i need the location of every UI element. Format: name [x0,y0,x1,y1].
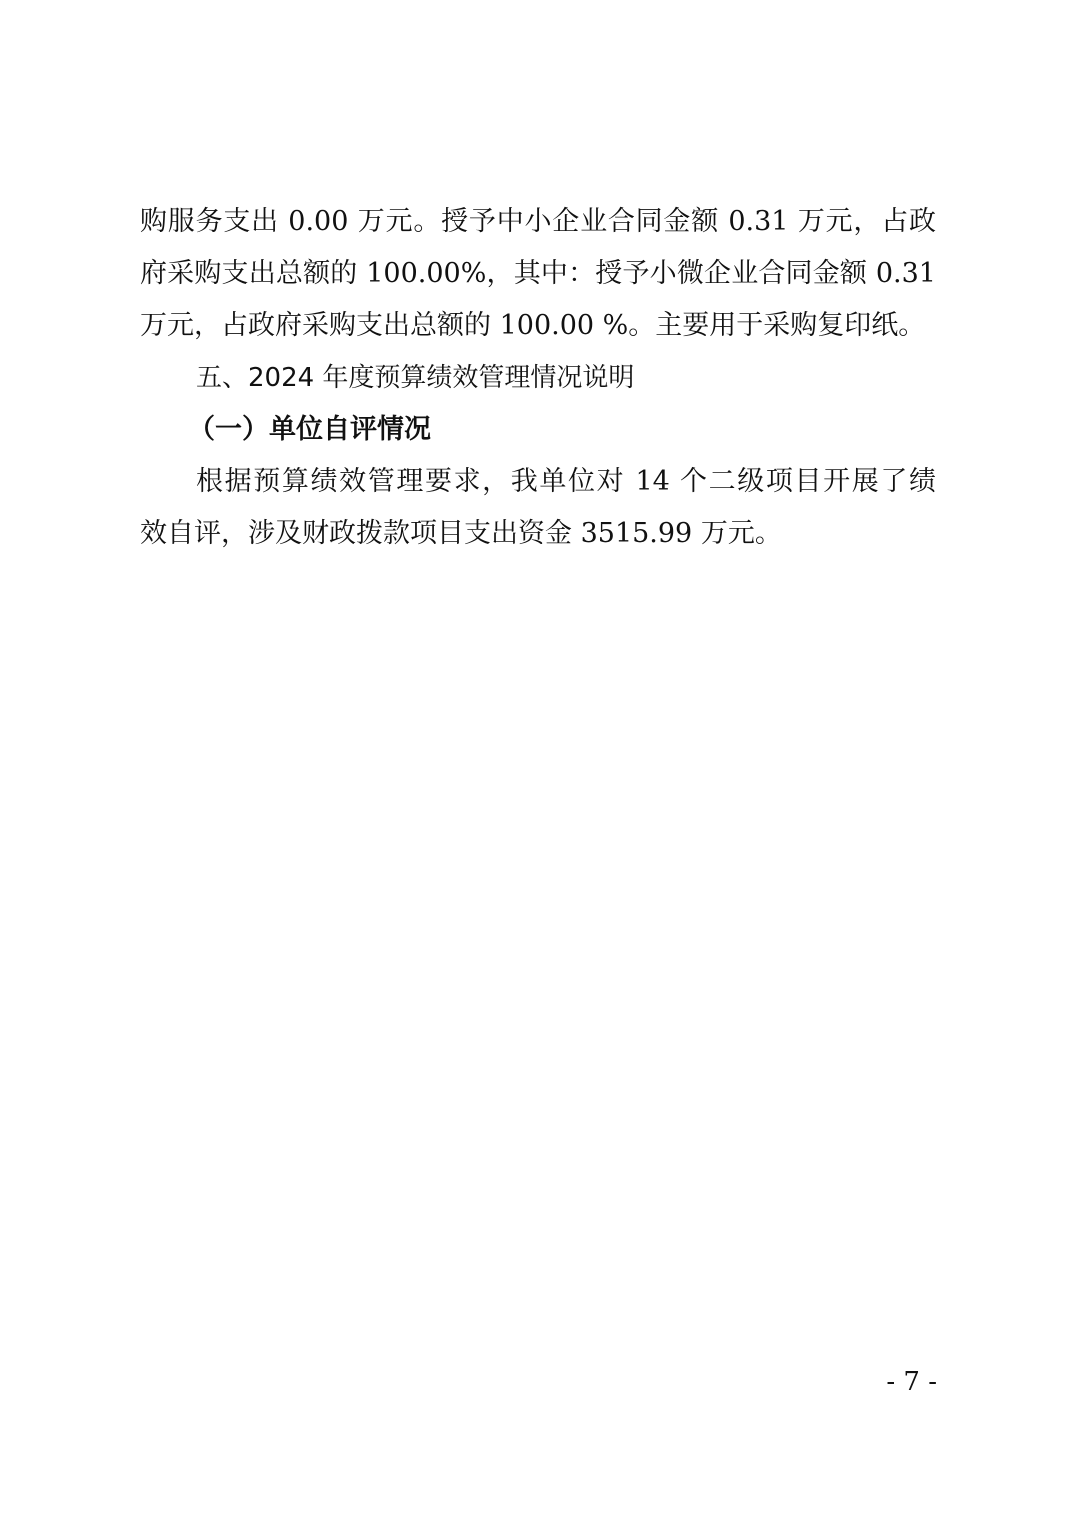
subsection-heading: （一）单位自评情况 [188,414,431,445]
paragraph-line: 根据预算绩效管理要求，我单位对 14 个二级项目开展了绩 [196,466,936,497]
paragraph-line: 效自评，涉及财政拨款项目支出资金 3515.99 万元。 [140,518,782,549]
document-body [140,196,936,560]
paragraph-line: 万元，占政府采购支出总额的 100.00 %。主要用于采购复印纸。 [140,310,926,341]
section-heading: 五、2024 年度预算绩效管理情况说明 [196,363,635,393]
paragraph-line: 府采购支出总额的 100.00%，其中：授予小微企业合同金额 0.31 [140,258,936,289]
page-number: - 7 - [886,1367,937,1397]
paragraph-line: 购服务支出 0.00 万元。授予中小企业合同金额 0.31 万元，占政 [140,206,936,237]
